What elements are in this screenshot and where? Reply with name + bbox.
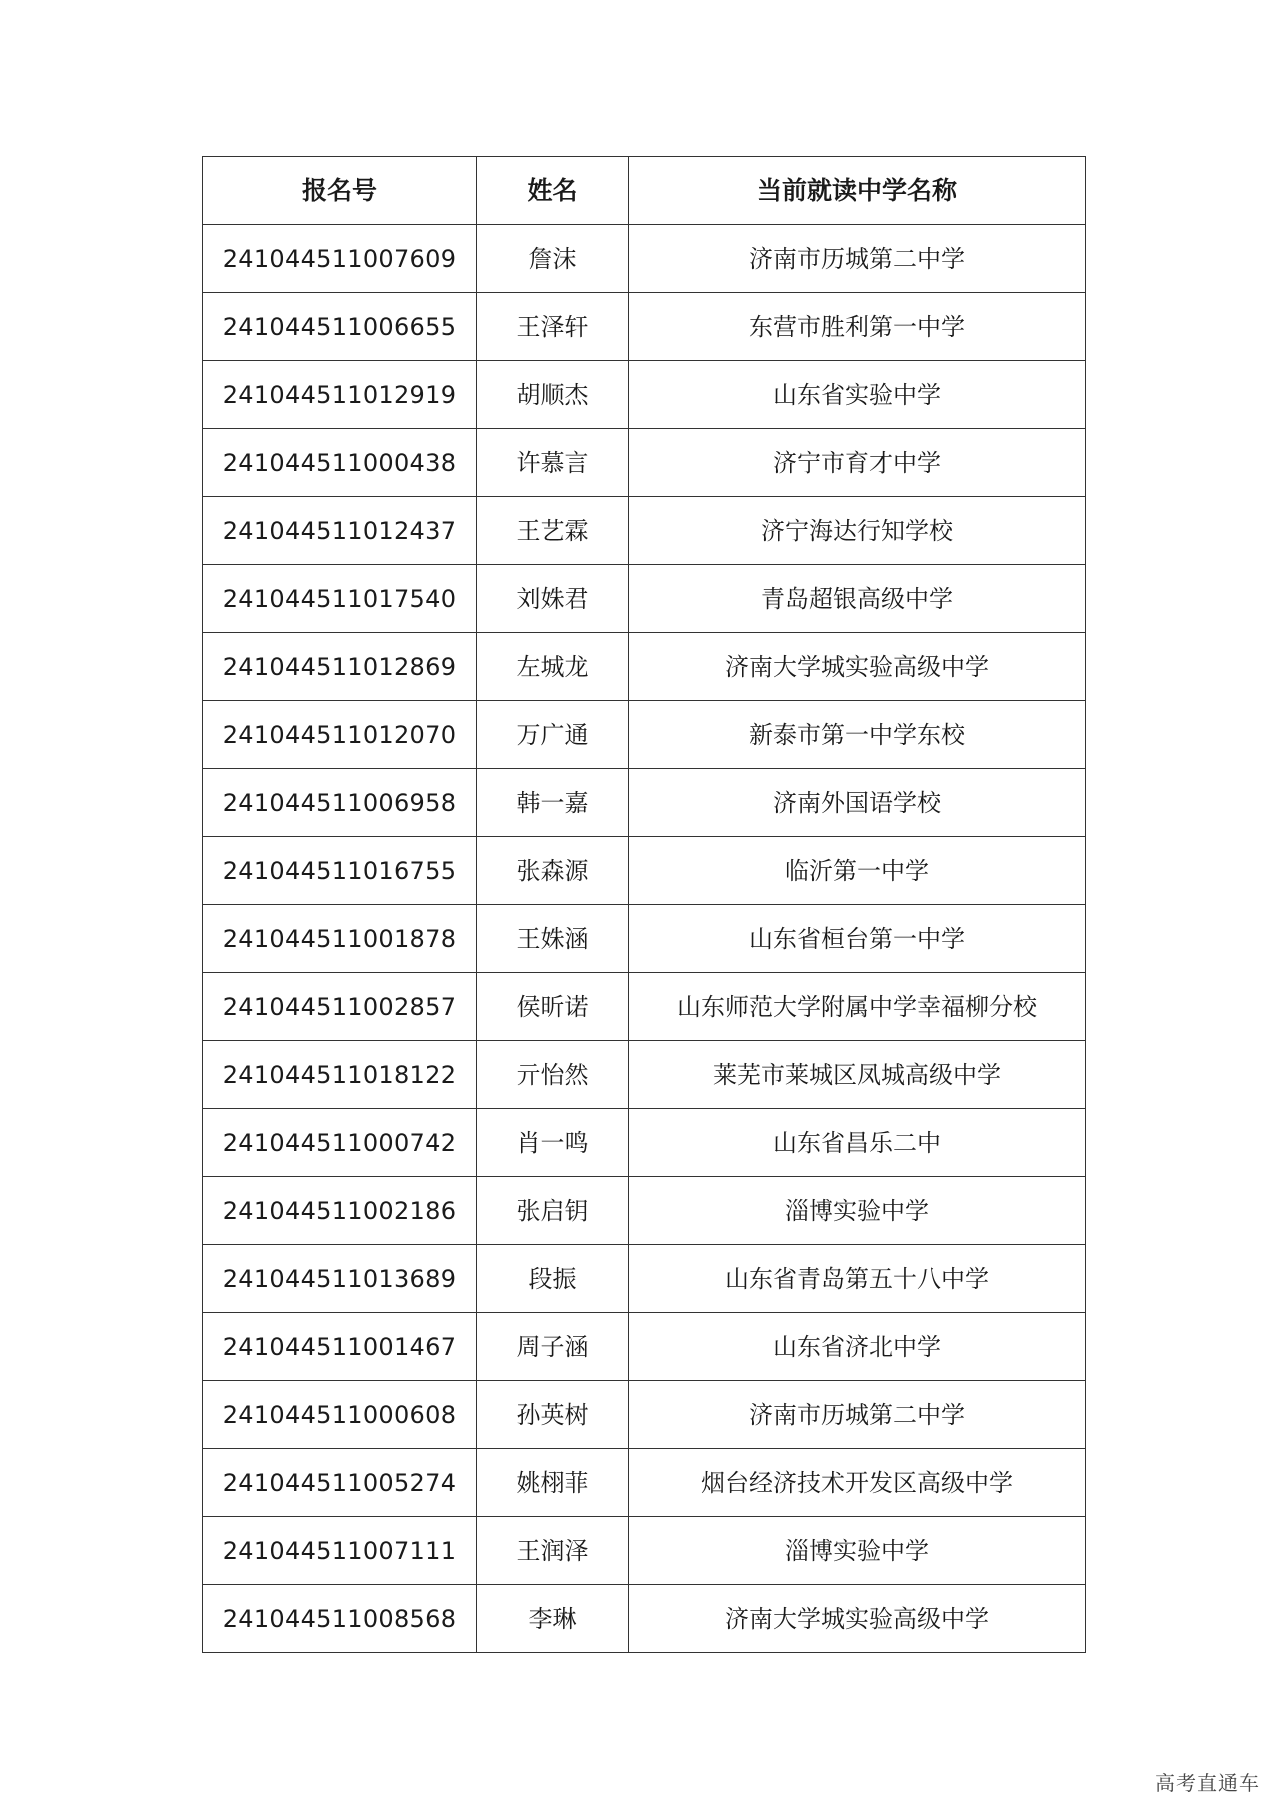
school-cell: 新泰市第一中学东校 — [629, 701, 1086, 769]
watermark: 高考直通车 — [1155, 1771, 1260, 1795]
table-row — [203, 837, 1086, 905]
table-row — [203, 1517, 1086, 1585]
name-cell: 侯昕诺 — [477, 973, 629, 1041]
table-row — [203, 973, 1086, 1041]
name-cell: 许慕言 — [477, 429, 629, 497]
table-row — [203, 565, 1086, 633]
name-cell: 詹沫 — [477, 225, 629, 293]
name-cell: 王艺霖 — [477, 497, 629, 565]
registration-number-cell: 241044511000608 — [203, 1381, 477, 1449]
table-row — [203, 1177, 1086, 1245]
registration-number-cell: 241044511012869 — [203, 633, 477, 701]
registration-number-cell: 241044511016755 — [203, 837, 477, 905]
table-row — [203, 361, 1086, 429]
school-cell: 山东省青岛第五十八中学 — [629, 1245, 1086, 1313]
name-cell: 姚栩菲 — [477, 1449, 629, 1517]
school-cell: 山东省桓台第一中学 — [629, 905, 1086, 973]
table-row — [203, 769, 1086, 837]
header-school-name: 当前就读中学名称 — [629, 157, 1086, 225]
name-cell: 王姝涵 — [477, 905, 629, 973]
school-cell: 济南市历城第二中学 — [629, 225, 1086, 293]
name-cell: 亓怡然 — [477, 1041, 629, 1109]
name-cell: 张森源 — [477, 837, 629, 905]
school-cell: 山东省济北中学 — [629, 1313, 1086, 1381]
registration-number-cell: 241044511006958 — [203, 769, 477, 837]
name-cell: 刘姝君 — [477, 565, 629, 633]
table-row — [203, 293, 1086, 361]
table-row — [203, 497, 1086, 565]
registration-number-cell: 241044511012437 — [203, 497, 477, 565]
table-header-row — [203, 157, 1086, 225]
table-row — [203, 1313, 1086, 1381]
table-row — [203, 1245, 1086, 1313]
school-cell: 淄博实验中学 — [629, 1177, 1086, 1245]
school-cell: 济南大学城实验高级中学 — [629, 1585, 1086, 1653]
school-cell: 淄博实验中学 — [629, 1517, 1086, 1585]
school-cell: 济宁市育才中学 — [629, 429, 1086, 497]
table-row — [203, 1449, 1086, 1517]
school-cell: 济宁海达行知学校 — [629, 497, 1086, 565]
registration-number-cell: 241044511012070 — [203, 701, 477, 769]
registration-number-cell: 241044511002186 — [203, 1177, 477, 1245]
school-cell: 烟台经济技术开发区高级中学 — [629, 1449, 1086, 1517]
table-row — [203, 701, 1086, 769]
school-cell: 临沂第一中学 — [629, 837, 1086, 905]
name-cell: 肖一鸣 — [477, 1109, 629, 1177]
name-cell: 王泽轩 — [477, 293, 629, 361]
name-cell: 王润泽 — [477, 1517, 629, 1585]
registration-number-cell: 241044511000742 — [203, 1109, 477, 1177]
table-row — [203, 429, 1086, 497]
table-row — [203, 905, 1086, 973]
table-row — [203, 225, 1086, 293]
school-cell: 莱芜市莱城区凤城高级中学 — [629, 1041, 1086, 1109]
school-cell: 济南大学城实验高级中学 — [629, 633, 1086, 701]
table-row — [203, 633, 1086, 701]
registration-number-cell: 241044511017540 — [203, 565, 477, 633]
school-cell: 山东省实验中学 — [629, 361, 1086, 429]
name-cell: 孙英树 — [477, 1381, 629, 1449]
name-cell: 段振 — [477, 1245, 629, 1313]
name-cell: 李琳 — [477, 1585, 629, 1653]
name-cell: 左城龙 — [477, 633, 629, 701]
school-cell: 青岛超银高级中学 — [629, 565, 1086, 633]
student-roster-table — [202, 156, 1086, 1653]
school-cell: 山东师范大学附属中学幸福柳分校 — [629, 973, 1086, 1041]
school-cell: 山东省昌乐二中 — [629, 1109, 1086, 1177]
registration-number-cell: 241044511012919 — [203, 361, 477, 429]
registration-number-cell: 241044511013689 — [203, 1245, 477, 1313]
table-row — [203, 1585, 1086, 1653]
table-row — [203, 1041, 1086, 1109]
name-cell: 张启钥 — [477, 1177, 629, 1245]
registration-number-cell: 241044511002857 — [203, 973, 477, 1041]
name-cell: 周子涵 — [477, 1313, 629, 1381]
name-cell: 胡顺杰 — [477, 361, 629, 429]
registration-number-cell: 241044511018122 — [203, 1041, 477, 1109]
school-cell: 东营市胜利第一中学 — [629, 293, 1086, 361]
name-cell: 韩一嘉 — [477, 769, 629, 837]
registration-number-cell: 241044511000438 — [203, 429, 477, 497]
table-row — [203, 1381, 1086, 1449]
school-cell: 济南外国语学校 — [629, 769, 1086, 837]
header-name: 姓名 — [477, 157, 629, 225]
registration-number-cell: 241044511001467 — [203, 1313, 477, 1381]
header-registration-number: 报名号 — [203, 157, 477, 225]
registration-number-cell: 241044511001878 — [203, 905, 477, 973]
registration-number-cell: 241044511008568 — [203, 1585, 477, 1653]
school-cell: 济南市历城第二中学 — [629, 1381, 1086, 1449]
name-cell: 万广通 — [477, 701, 629, 769]
registration-number-cell: 241044511007609 — [203, 225, 477, 293]
registration-number-cell: 241044511005274 — [203, 1449, 477, 1517]
registration-number-cell: 241044511006655 — [203, 293, 477, 361]
table-row — [203, 1109, 1086, 1177]
registration-number-cell: 241044511007111 — [203, 1517, 477, 1585]
